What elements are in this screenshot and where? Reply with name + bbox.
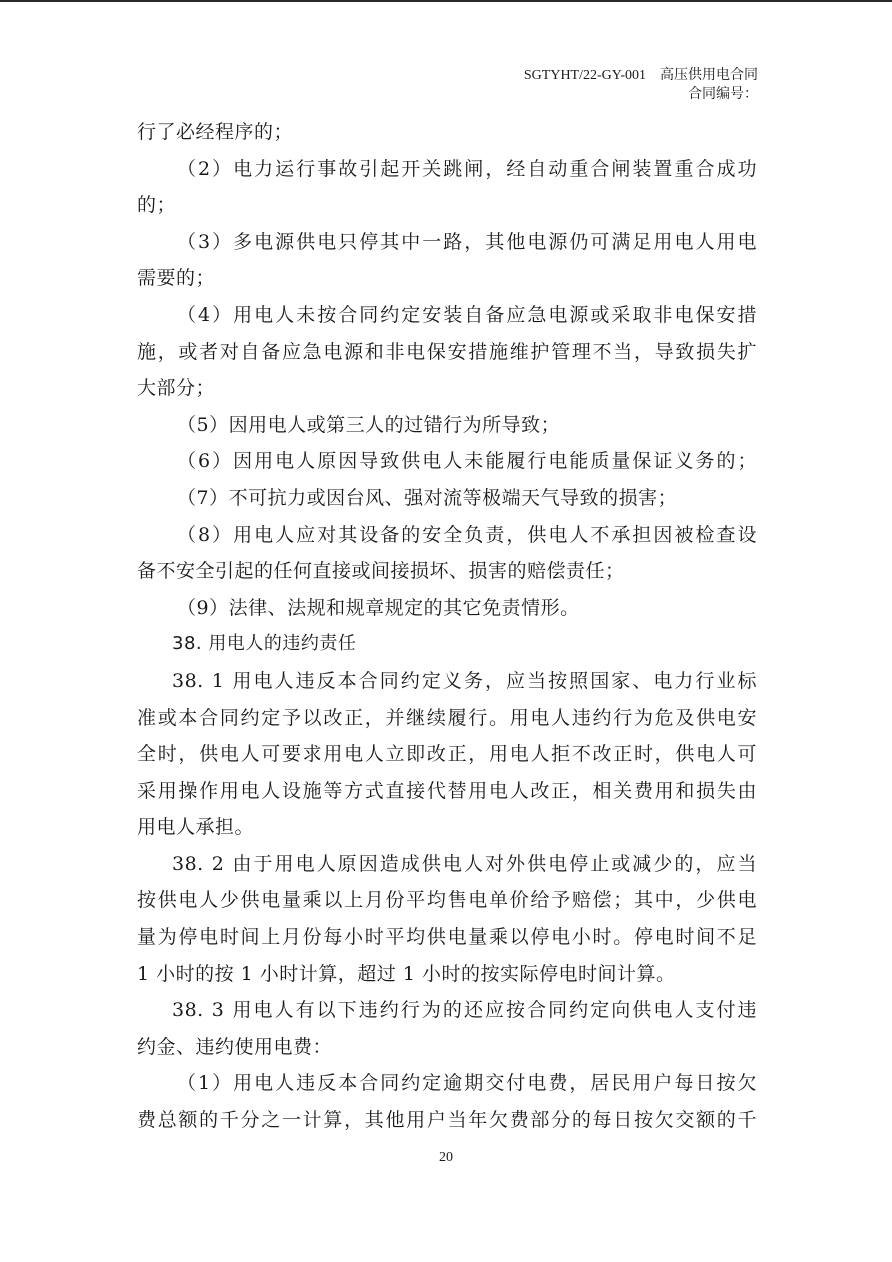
text-line: 施，或者对自备应急电源和非电保安措施维护管理不当，导致损失扩 — [137, 340, 757, 363]
text-line: 38. 2 由于用电人原因造成供电人对外供电停止或减少的，应当 — [172, 852, 757, 875]
doc-title: 高压供用电合同 — [660, 68, 758, 83]
text-line: 38. 3 用电人有以下违约行为的还应按合同约定向供电人支付违 — [172, 999, 757, 1022]
text-line: 采用操作用电人设施等方式直接代替用电人改正，相关费用和损失由 — [137, 779, 757, 802]
text-line: 38. 1 用电人违反本合同约定义务，应当按照国家、电力行业标 — [172, 669, 757, 692]
text-line: 全时，供电人可要求用电人立即改正，用电人拒不改正时，供电人可 — [137, 743, 757, 766]
text-line: 准或本合同约定予以改正，并继续履行。用电人违约行为危及供电安 — [137, 706, 757, 729]
text-line: 用电人承担。 — [137, 816, 255, 839]
text-line: 费总额的千分之一计算，其他用户当年欠费部分的每日按欠交额的千 — [137, 1109, 757, 1132]
text-line: （2）电力运行事故引起开关跳闸，经自动重合闸装置重合成功 — [177, 157, 757, 180]
text-line: 需要的； — [137, 267, 216, 290]
page-header — [524, 66, 758, 104]
section-heading: 38. 用电人的违约责任 — [172, 633, 357, 655]
contract-number-label: 合同编号： — [688, 87, 758, 102]
text-line: 大部分； — [137, 377, 216, 400]
text-line: 1 小时的按 1 小时计算，超过 1 小时的按实际停电时间计算。 — [137, 962, 676, 985]
text-line: 行了必经程序的； — [137, 121, 294, 143]
text-line: （9）法律、法规和规章规定的其它免责情形。 — [177, 596, 580, 619]
text-line: 量为停电时间上月份每小时平均供电量乘以停电小时。停电时间不足 — [137, 926, 757, 949]
text-line: 约金、违约使用电费： — [137, 1035, 333, 1058]
page-top-border — [0, 0, 892, 2]
text-line: 的； — [137, 194, 177, 217]
page-number: 20 — [439, 1150, 453, 1165]
text-line: 备不安全引起的任何直接或间接损坏、损害的赔偿责任； — [137, 560, 625, 583]
header-line-1 — [524, 66, 758, 85]
text-line: （3）多电源供电只停其中一路，其他电源仍可满足用电人用电 — [177, 230, 757, 253]
text-line: （8）用电人应对其设备的安全负责，供电人不承担因被检查设 — [177, 523, 757, 546]
text-line: （6）因用电人原因导致供电人未能履行电能质量保证义务的； — [177, 450, 757, 473]
text-line: （1）用电人违反本合同约定逾期交付电费，居民用户每日按欠 — [177, 1072, 757, 1095]
text-line: （7）不可抗力或因台风、强对流等极端天气导致的损害； — [177, 486, 678, 509]
doc-code: SGTYHT/22-GY-001 — [523, 68, 646, 83]
text-line: 按供电人少供电量乘以上月份平均售电单价给予赔偿；其中，少供电 — [137, 889, 757, 912]
text-line: （5）因用电人或第三人的过错行为所导致； — [177, 413, 561, 436]
document-body — [137, 114, 757, 1139]
text-line: （4）用电人未按合同约定安装自备应急电源或采取非电保安措 — [177, 303, 757, 326]
